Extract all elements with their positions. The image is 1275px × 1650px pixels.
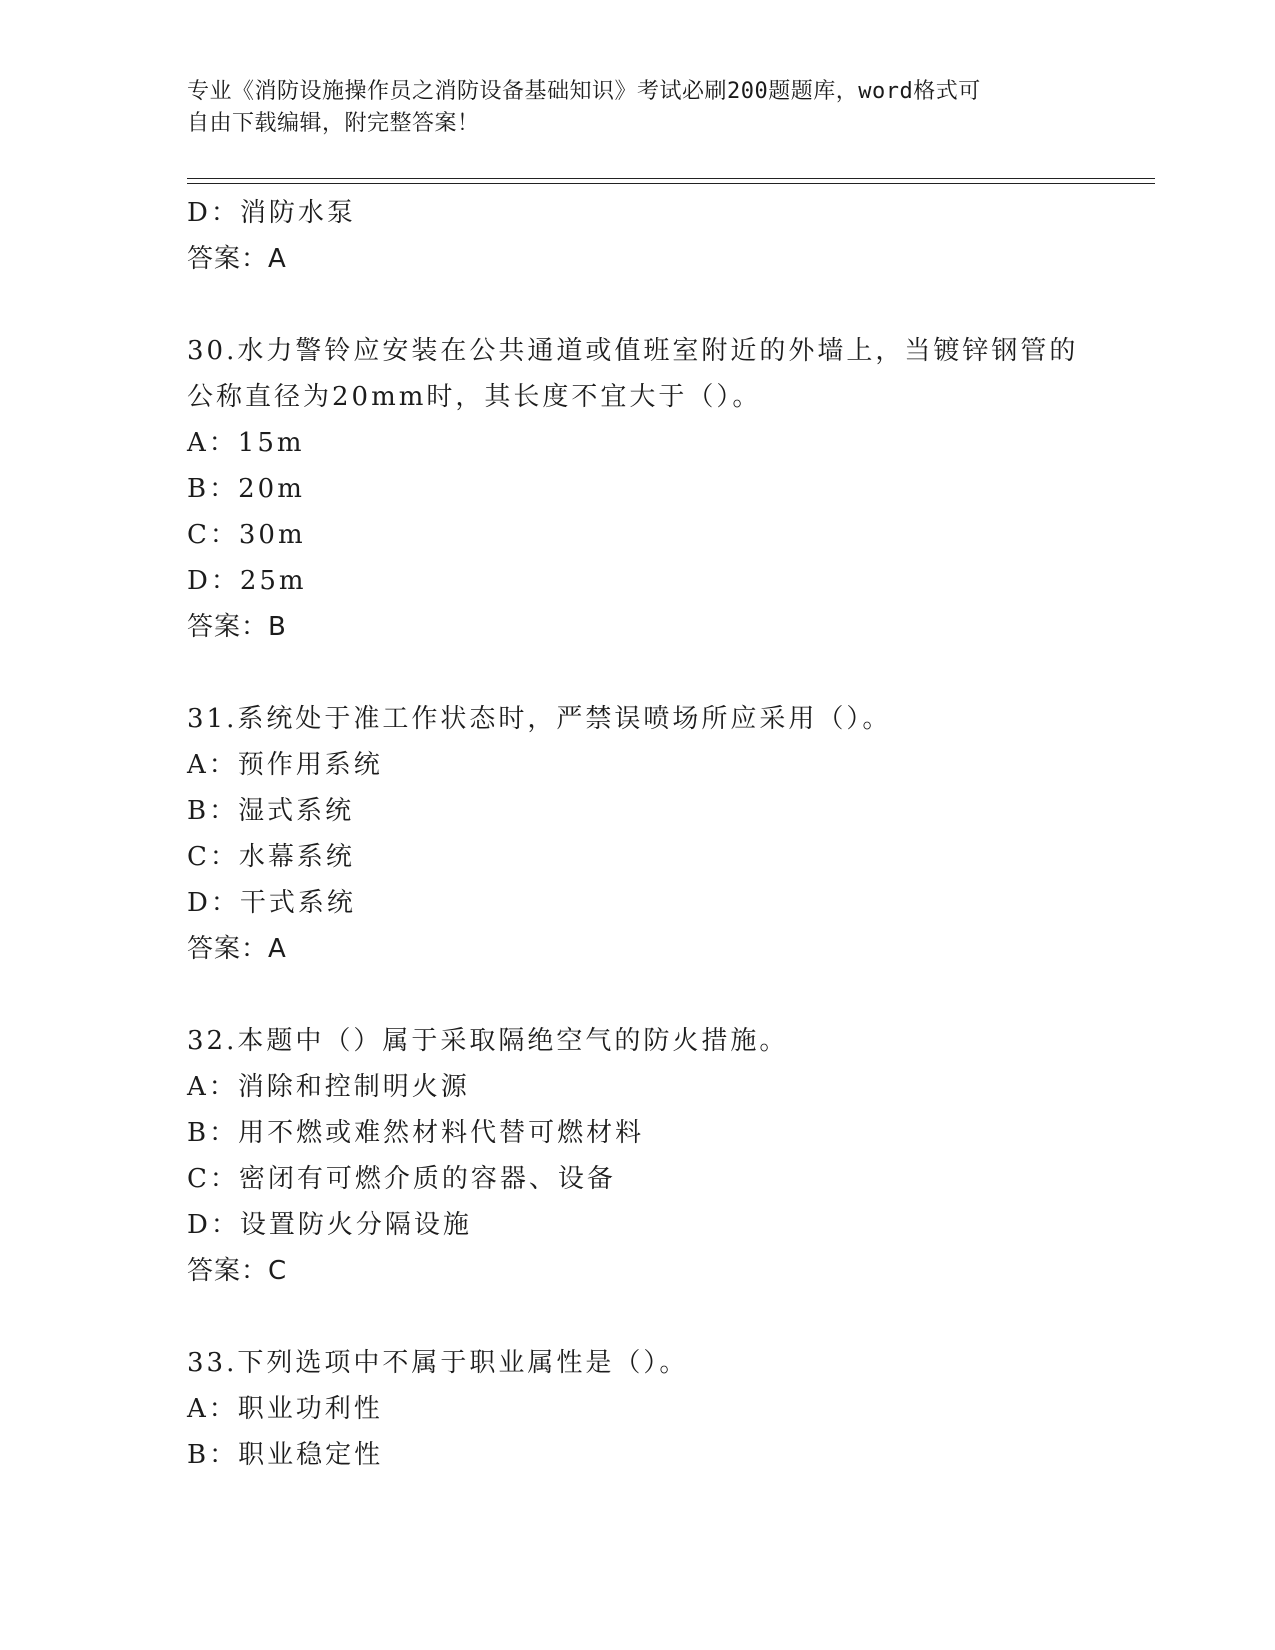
option-d: D：干式系统: [187, 888, 356, 918]
question-stem: 30.水力警铃应安装在公共通道或值班室附近的外墙上，当镀锌钢管的: [187, 336, 1079, 366]
option-a: A：预作用系统: [187, 750, 383, 780]
question-stem: 公称直径为20mm时，其长度不宜大于（）。: [187, 382, 762, 412]
spacer: [187, 1294, 1087, 1340]
header-divider-bottom: [187, 183, 1155, 184]
answer-line: 答案：C: [187, 1256, 288, 1286]
answer-line: 答案：A: [187, 934, 287, 964]
answer-line: 答案：A: [187, 244, 287, 274]
option-d: D：消防水泵: [187, 198, 356, 228]
option-c: C：30m: [187, 520, 306, 550]
header-divider-top: [187, 178, 1155, 179]
option-a: A：消除和控制明火源: [187, 1072, 470, 1102]
option-c: C：密闭有可燃介质的容器、设备: [187, 1164, 616, 1194]
question-31: [187, 696, 1087, 972]
option-d: D：设置防火分隔设施: [187, 1210, 472, 1240]
spacer: [187, 972, 1087, 1018]
option-b: B：用不燃或难然材料代替可燃材料: [187, 1118, 645, 1148]
option-b: B：20m: [187, 474, 305, 504]
question-32: [187, 1018, 1087, 1294]
option-c: C：水幕系统: [187, 842, 355, 872]
spacer: [187, 282, 1087, 328]
option-b: B：职业稳定性: [187, 1440, 384, 1470]
question-stem: 33.下列选项中不属于职业属性是（）。: [187, 1348, 689, 1378]
header-line-1: 专业《消防设施操作员之消防设备基础知识》考试必刷200题题库，word格式可: [187, 79, 981, 104]
spacer: [187, 650, 1087, 696]
header-line-2: 自由下载编辑，附完整答案！: [187, 111, 480, 136]
answer-line: 答案：B: [187, 612, 287, 642]
question-stem: 32.本题中（）属于采取隔绝空气的防火措施。: [187, 1026, 789, 1056]
question-33: [187, 1340, 1087, 1478]
question-30: [187, 328, 1087, 650]
option-d: D：25m: [187, 566, 307, 596]
option-a: A：职业功利性: [187, 1394, 383, 1424]
document-header: [187, 76, 1067, 140]
option-a: A：15m: [187, 428, 305, 458]
option-b: B：湿式系统: [187, 796, 355, 826]
question-list: [187, 190, 1087, 1478]
question-stem: 31.系统处于准工作状态时，严禁误喷场所应采用（）。: [187, 704, 892, 734]
